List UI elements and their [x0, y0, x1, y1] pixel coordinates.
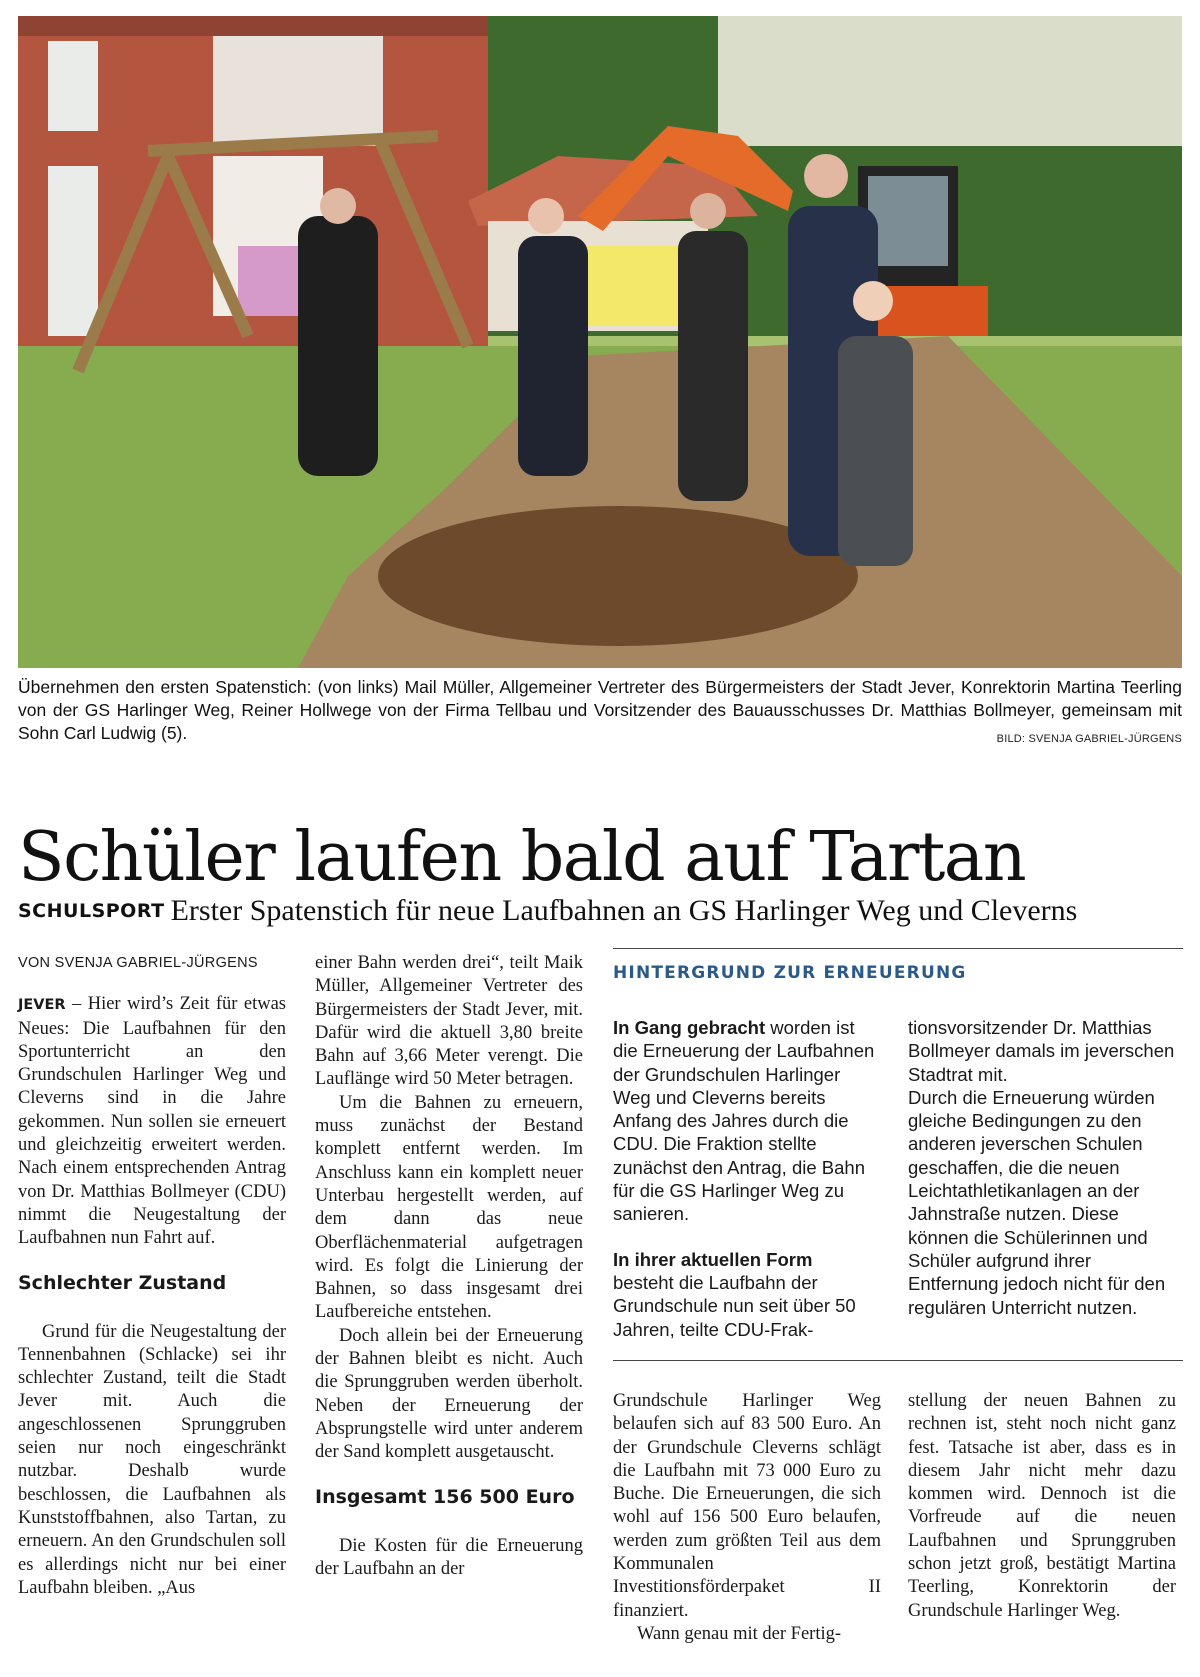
article-paragraph: Wann genau mit der Fertig-	[637, 1623, 842, 1644]
headline: Schüler laufen bald auf Tartan	[18, 817, 1026, 897]
article-photo	[18, 16, 1182, 668]
box-paragraph-text: besteht die Laufbahn der Grundschule nun seit über 50 Jahren, teilte CDU-Frak-	[613, 1271, 856, 1340]
box-paragraph-text: worden ist die Erneuerung der Laufbahnen der Grundschulen Harlinger Weg und Cleverns bereits Anfang des Jahres durch die CDU. Die Fraktion stellte zunächst den Antrag, die Bahn für die GS Harlinger Weg zu sanieren.	[613, 1017, 875, 1225]
article-column-2	[315, 952, 583, 1581]
article-paragraph: Doch allein bei der Erneuerung der Bahnen bleibt es nicht. Auch die Sprunggruben werden überholt. Neben der Erneuerung der Absprungstelle wird unter anderem der Sand komplett ausgetauscht.	[315, 1325, 583, 1463]
article-column-3	[613, 1390, 881, 1646]
section-kicker: SCHULSPORT	[18, 900, 165, 922]
article-column-1	[18, 952, 286, 1600]
subhead-condition: Schlechter Zustand	[18, 1271, 227, 1294]
box-bottom-rule	[613, 1360, 1183, 1361]
dateline: JEVER	[18, 997, 66, 1014]
photo-groundbreaking-icon	[18, 16, 1182, 668]
article-paragraph: Grundschule Harlinger Weg belaufen sich auf 83 500 Euro. An der Grundschule Cleverns schlägt die Laufbahn mit 73 000 Euro zu Buche. Die Erneuerungen, die sich wohl auf 156 500 Euro belaufen, werden zum größten Teil aus dem Kommunalen Investitionsförderpaket II finanziert.	[613, 1391, 881, 1621]
box-paragraph	[613, 1248, 875, 1341]
article-column-4	[908, 1390, 1176, 1623]
background-box-title: HINTERGRUND ZUR ERNEUERUNG	[613, 963, 967, 983]
subline	[18, 893, 1182, 932]
subline-text: Erster Spatenstich für neue Laufbahnen an GS Harlinger Weg und Cleverns	[170, 894, 1078, 927]
box-paragraph-lead: In ihrer aktuellen Form	[613, 1248, 813, 1270]
article-paragraph: stellung der neuen Bahnen zu rechnen ist, steht noch nicht ganz fest. Tatsache ist aber, dass es in diesem Jahr nicht mehr dazu kommen wird. Dennoch ist die Vorfreude auf die neuen Laufbahnen und Sprunggruben schon jetzt groß, bestätigt Martina Teerling, Konrektorin der Grundschule Harlinger Weg.	[908, 1391, 1176, 1621]
photo-credit: BILD: SVENJA GABRIEL-JÜRGENS	[996, 733, 1182, 745]
article-paragraph: Die Kosten für die Erneuerung der Laufbahn an der	[315, 1535, 583, 1579]
article-paragraph: einer Bahn werden drei“, teilt Maik Müller, Allgemeiner Vertreter des Bürgermeisters der Stadt Jever, mit. Dafür wird die aktuell 3,80 breite Bahn auf 3,66 Meter verengt. Die Lauflänge wird 50 Meter betragen.	[315, 953, 583, 1090]
paragraph-text: – Hier wird’s Zeit für etwas Neues: Die Laufbahnen für den Sportunterricht an den Grundschulen Harlinger Weg und Cleverns sind in die Jahre gekommen. Nun sollen sie erneuert und gleichzeitig erweitert werden. Nach einem entsprechenden Antrag von Dr. Matthias Bollmeyer (CDU) nimmt die Neugestaltung der Laufbahnen nun Fahrt auf.	[18, 994, 287, 1249]
author-byline: VON SVENJA GABRIEL-JÜRGENS	[18, 955, 258, 971]
box-paragraph: tionsvorsitzender Dr. Matthias Bollmeyer damals im jeverschen Stadtrat mit.	[908, 1017, 1175, 1085]
photo-caption	[18, 676, 1182, 751]
subhead-total-cost: Insgesamt 156 500 Euro	[315, 1485, 575, 1508]
article-paragraph: Grund für die Neugestaltung der Tennenbahnen (Schlacke) sei ihr schlechter Zustand, teilt die Stadt Jever mit. Auch die angeschlossenen Sprunggruben seien nur noch eingeschränkt nutzbar. Deshalb wurde beschlossen, die Laufbahnen als Kunststoffbahnen, also Tartan, zu erneuern. An den Grundschulen soll es allerdings nicht nur bei einer Laufbahn bleiben. „Aus	[18, 1321, 286, 1598]
box-paragraph: Durch die Erneuerung würden gleiche Bedingungen zu den anderen jeverschen Schulen geschaffen, die die neuen Leichtathletikanlagen an der Jahnstraße nutzen. Diese können die Schülerinnen und Schüler aufgrund ihrer Entfernung jedoch nicht für den regulären Unterricht nutzen.	[908, 1086, 1166, 1318]
background-box-column-2	[908, 1016, 1176, 1341]
background-box-column-1	[613, 1016, 875, 1363]
box-paragraph-lead: In Gang gebracht	[613, 1017, 766, 1038]
article-paragraph: Um die Bahnen zu erneuern, muss zunächst der Bestand komplett entfernt werden. Im Anschluss kann ein komplett neuer Unterbau hergestellt werden, auf dem dann das neue Oberflächenmaterial aufgetragen wird. Es folgt die Linierung der Bahnen, so dass insgesamt drei Laufbereiche entstehen.	[315, 1092, 583, 1323]
article-paragraph	[18, 993, 286, 1250]
box-paragraph	[613, 1016, 875, 1226]
caption-text: Übernehmen den ersten Spatenstich: (von links) Mail Müller, Allgemeiner Vertreter des Bürgermeisters der Stadt Jever, Konrektorin Martina Teerling von der GS Harlinger Weg, Reiner Hollwege von der Firma Tellbau und Vorsitzender des Bauausschusses Dr. Matthias Bollmeyer, gemeinsam mit Sohn Carl Ludwig (5).	[18, 677, 1182, 743]
box-top-rule	[613, 948, 1183, 949]
